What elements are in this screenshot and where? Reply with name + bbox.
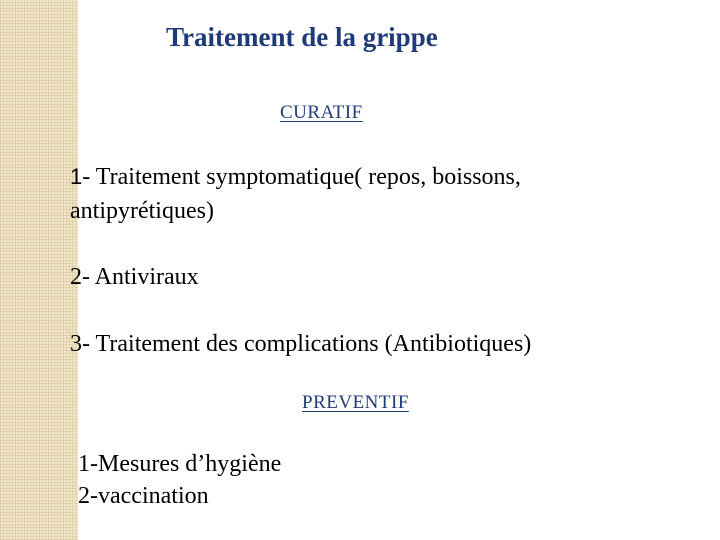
curatif-item-1-number: 1	[70, 164, 83, 189]
curatif-heading: CURATIF	[280, 102, 363, 123]
curatif-item-3: 3- Traitement des complications (Antibiotiques)	[70, 331, 532, 357]
preventif-item-1: 1-Mesures d’hygiène	[78, 451, 282, 477]
slide-title: Traitement de la grippe	[166, 22, 438, 52]
preventif-item-2: 2-vaccination	[78, 483, 209, 509]
decorative-side-strip	[0, 0, 78, 540]
curatif-item-1	[70, 160, 521, 194]
curatif-item-2: 2- Antiviraux	[70, 264, 199, 290]
preventif-heading: PREVENTIF	[302, 392, 409, 413]
curatif-item-1-continuation: antipyrétiques)	[70, 198, 214, 224]
curatif-item-1-text: - Traitement symptomatique( repos, boissons,	[82, 164, 521, 190]
